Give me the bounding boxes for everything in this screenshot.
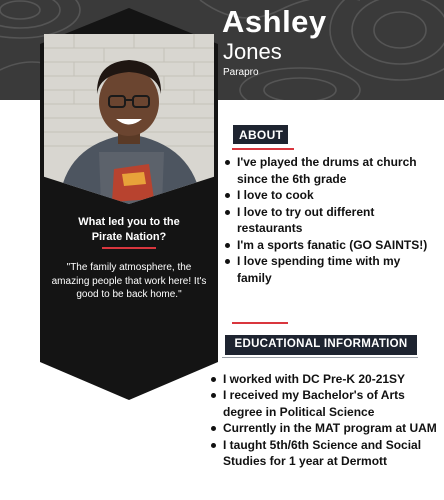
list-item: I worked with DC Pre-K 20-21SY: [210, 371, 442, 387]
profile-photo: [44, 34, 214, 204]
about-heading: ABOUT: [233, 125, 288, 144]
feature-quote: "The family atmosphere, the amazing people that work here! It's good to be back home.": [51, 262, 207, 300]
list-item: I'm a sports fanatic (GO SAINTS!): [224, 237, 438, 254]
education-divider: [222, 357, 418, 358]
feature-question: What led you to the Pirate Nation?: [78, 216, 180, 243]
list-item: I love to try out different restaurants: [224, 204, 438, 237]
list-item: Currently in the MAT program at UAM: [210, 420, 442, 436]
list-item: I've played the drums at church since the 6th grade: [224, 154, 438, 187]
list-item: I taught 5th/6th Science and Social Studies for 1 year at Dermott: [210, 437, 442, 470]
list-item: I received my Bachelor's of Arts degree in Political Science: [210, 387, 442, 420]
education-list: [210, 371, 442, 469]
section-divider: [232, 322, 288, 324]
education-heading: EDUCATIONAL INFORMATION: [225, 335, 417, 355]
list-item: I love to cook: [224, 187, 438, 204]
about-divider: [232, 148, 294, 150]
first-name: Ashley: [222, 4, 327, 39]
about-list: [224, 154, 438, 286]
list-item: I love spending time with my family: [224, 253, 438, 286]
question-divider: [102, 247, 156, 249]
role-title: Parapro: [223, 67, 259, 78]
last-name: Jones: [223, 39, 282, 64]
